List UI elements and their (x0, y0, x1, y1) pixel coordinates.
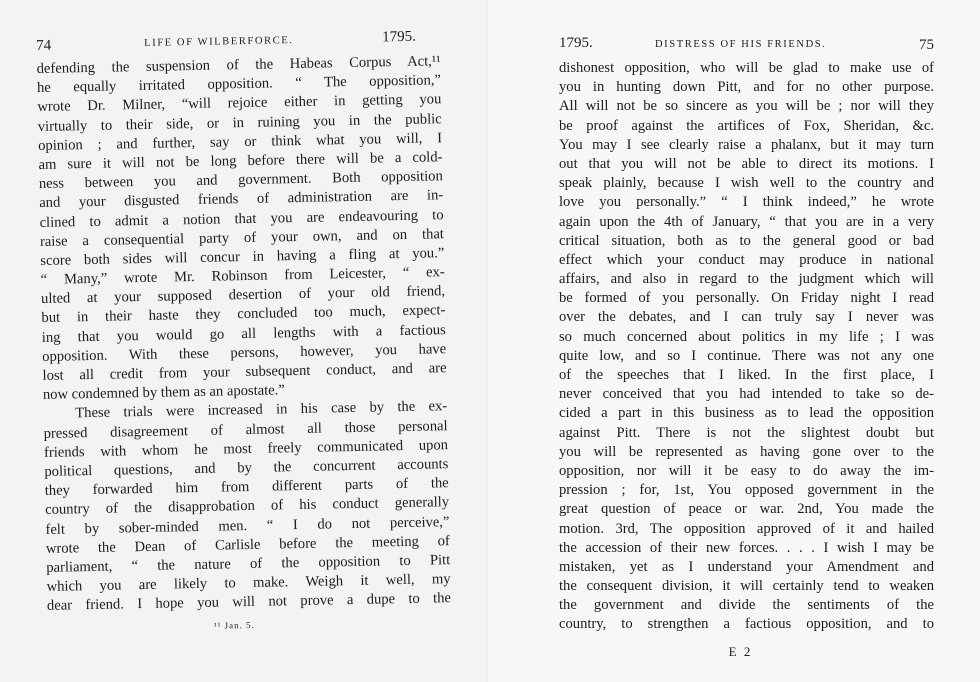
right-body-text (559, 59, 934, 635)
text-line: and your disgusted friends of administration are in- (39, 187, 444, 212)
text-line: the accession of their new forces. . . . I wish I may be (559, 539, 934, 556)
text-line: pressed disagreement of almost all those personal (43, 417, 448, 442)
text-line: never conceived that you had intended to take so de- (559, 386, 934, 403)
left-running-title: LIFE OF WILBERFORCE. (144, 35, 294, 49)
left-footnote: ¹¹ Jan. 5. (213, 620, 255, 632)
right-year: 1795. (559, 35, 593, 51)
text-line: but in their haste they concluded too much, expect- (41, 302, 446, 327)
text-line: he equally irritated opposition. “ The opposition,” (36, 72, 442, 97)
text-line: country of the disapprobation of his conduct generally (44, 494, 450, 519)
text-line: against Pitt. There is not the slightest doubt but (559, 424, 934, 441)
text-line: mistaken, yet as I understand your Amendment and (559, 558, 934, 575)
text-line: dear friend. I hope you will not prove a dupe to the (46, 590, 452, 615)
text-line: dishonest opposition, who will be glad to make use of (559, 60, 934, 76)
text-line: opposition, nor will it be easy to do away the im- (559, 462, 934, 479)
right-page-number: 75 (919, 37, 934, 53)
text-line: of the speeches that I liked. In the first place, I (559, 367, 934, 383)
text-line: lost all credit from your subsequent conduct, and are (42, 360, 447, 384)
text-line: affairs, and also in regard to the judgment which will (559, 271, 934, 288)
text-line: you will be represented as having gone over to the (559, 443, 934, 460)
text-line: motion. 3rd, The opposition approved of it and hailed (559, 520, 934, 537)
text-line: wrote the Dean of Carlisle before the meeting of (45, 532, 450, 557)
text-line: the consequent division, it will certainly tend to weaken (559, 578, 934, 595)
text-line: pression ; for, 1st, You opposed government in the (559, 482, 934, 499)
text-line: parliament, “ the nature of the opposition to Pitt (46, 552, 451, 576)
left-body-text (36, 52, 451, 616)
text-line: you in hunting down Pitt, and for no other purpose. (559, 79, 934, 96)
left-page-content (36, 26, 451, 634)
text-line: political questions, and by the concurrent accounts (44, 456, 449, 480)
text-line: be proof against the artifices of Fox, Sheridan, &c. (559, 117, 934, 134)
right-running-title: DISTRESS OF HIS FRIENDS. (655, 39, 827, 50)
text-line: ing that you would go all lengths with a factious (41, 321, 446, 346)
right-signature-mark: E 2 (728, 643, 753, 659)
text-line: speak plainly, because I wish well to the country and (559, 175, 934, 192)
text-line: ness between you and government. Both opposition (38, 168, 443, 193)
right-page (490, 0, 980, 682)
text-line: You may I see clearly raise a phalanx, but it may turn (559, 136, 934, 153)
text-line: now condemned by them as an apostate.” (42, 382, 285, 404)
text-line: defending the suspension of the Habeas Corpus Act,¹¹ (36, 53, 441, 77)
text-line: wrote Dr. Milner, “will rejoice either in getting you (37, 91, 442, 116)
right-page-content (559, 33, 934, 660)
text-line: opinion ; and further, say or think what you will, I (37, 129, 443, 154)
text-line: out that you will not be able to direct its motions. I (559, 155, 934, 172)
text-line: which you are likely to make. Weigh it well, my (46, 571, 451, 595)
text-line: virtually to their side, or in ruining you in the public (37, 110, 442, 135)
text-line: All will not be so sincere as you will be ; nor will they (559, 98, 934, 115)
text-line: effect which your conduct may produce in national (559, 251, 934, 268)
text-line: felt by sober-minded men. “ I do not perceive,” (45, 513, 450, 538)
text-line: cided a part in this business as to lead the opposition (559, 405, 934, 422)
text-line: “ Many,” wrote Mr. Robinson from Leicester, “ ex- (40, 264, 445, 289)
text-line: opposition. With these persons, however, you have (42, 340, 447, 365)
right-running-head (559, 33, 934, 59)
text-line: critical situation, both as to the general good or bad (559, 232, 934, 249)
text-line: the government and divide the sentiments of the (559, 597, 934, 614)
text-line: so much concerned about politics in my life ; I was (559, 328, 934, 345)
left-year: 1795. (381, 28, 417, 46)
text-line: great question of peace or war. 2nd, You made the (559, 501, 934, 518)
text-line: clined to admit a notion that you are endeavouring to (39, 206, 444, 231)
text-line: be formed of you personally. On Friday night I read (559, 290, 934, 307)
text-line: country, to strengthen a factious opposition, and to (559, 616, 934, 633)
text-line: ulted at your supposed desertion of your old friend, (40, 283, 446, 308)
left-page-number: 74 (36, 37, 52, 54)
text-line: again upon the 4th of January, “ that you are in a very (559, 213, 934, 230)
text-line: quite low, and so I continue. There was not any one (559, 347, 934, 364)
text-line: they forwarded him from different parts of the (44, 475, 449, 500)
text-line: love you personally.” “ I think indeed,” he wrote (559, 194, 934, 211)
text-line: friends with whom he most freely communicated upon (43, 436, 449, 461)
text-line: These trials were increased in his case by the ex- (75, 398, 448, 422)
text-line: am sure it will not be long before there will be a cold- (38, 149, 443, 173)
text-line: score both sides will concur in having a fling at you.” (40, 245, 445, 269)
text-line: over the debates, and I can truly say I never was (559, 309, 934, 326)
text-line: raise a consequential party of your own, and on that (39, 225, 445, 250)
